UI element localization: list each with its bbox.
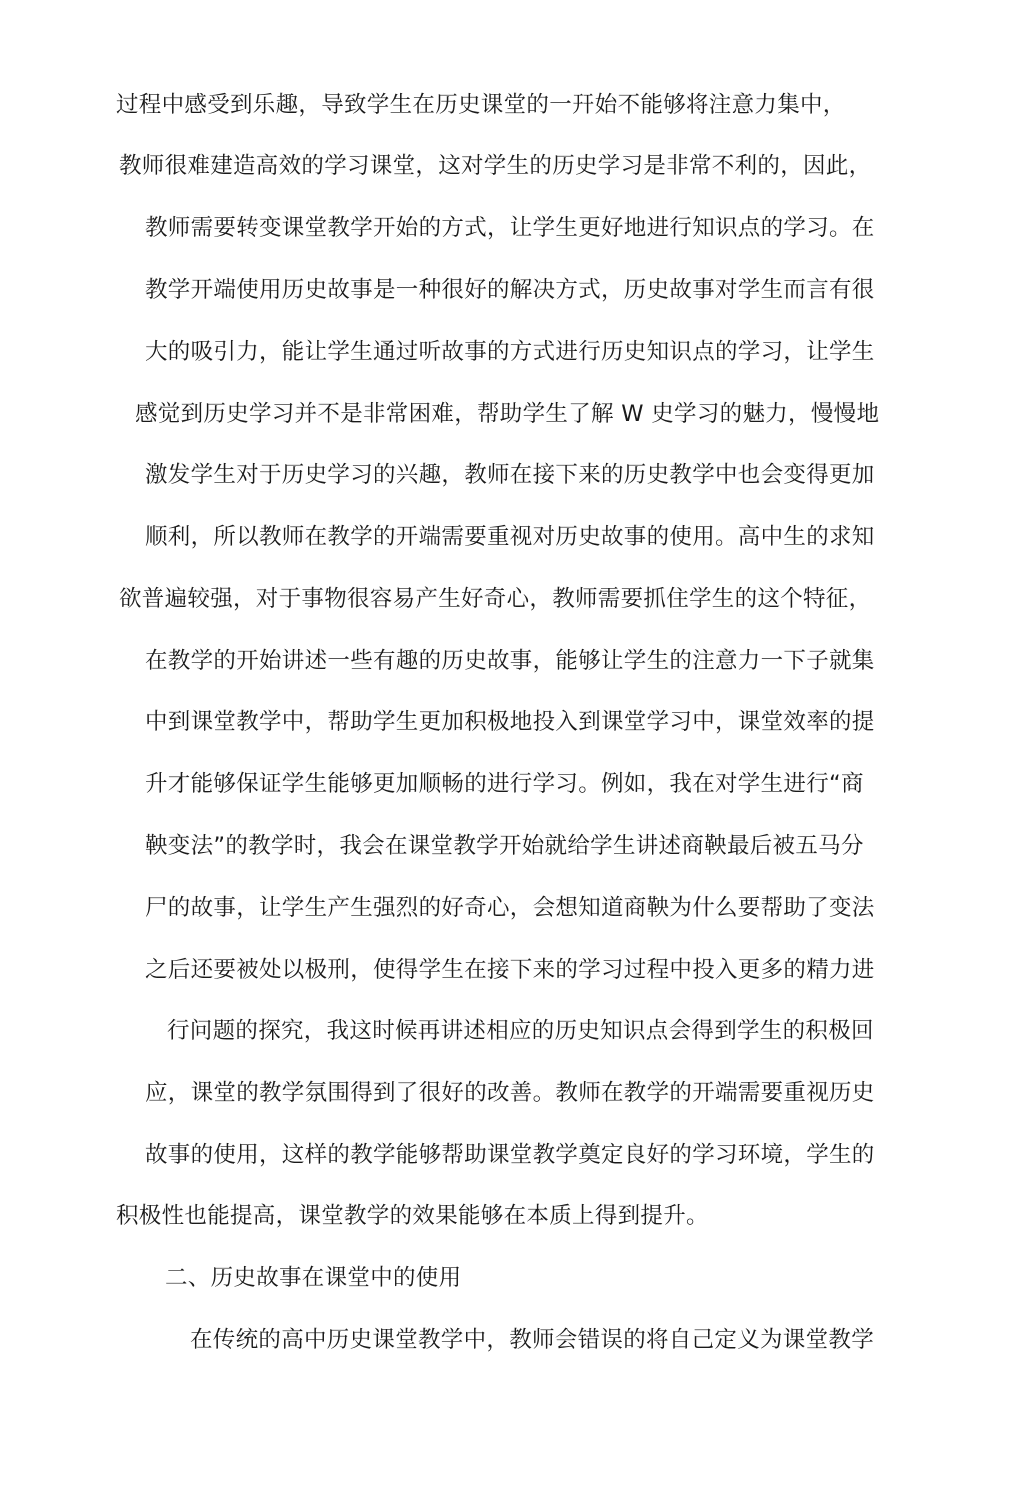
paragraph-line: 中到课堂教学中，帮助学生更加积极地投入到课堂学习中，课堂效率的提: [145, 709, 875, 735]
paragraph-line: 行问题的探究，我这时候再讲述相应的历史知识点会得到学生的积极回: [167, 1018, 874, 1044]
section-heading: 二、历史故事在课堂中的使用: [165, 1265, 462, 1291]
paragraph-line: 之后还要被处以极刑，使得学生在接下来的学习过程中投入更多的精力进: [145, 957, 875, 983]
paragraph-line: 应，课堂的教学氛围得到了很好的改善。教师在教学的开端需要重视历史: [145, 1080, 875, 1106]
paragraph-line: 鞅变法”的教学时，我会在课堂教学开始就给学生讲述商鞅最后被五马分: [145, 833, 864, 859]
paragraph-line: 教师很难建造高效的学习课堂，这对学生的历史学习是非常不利的，因此，: [119, 153, 872, 179]
paragraph-line: 在教学的开始讲述一些有趣的历史故事，能够让学生的注意力一下子就集: [145, 648, 875, 674]
paragraph-line: 欲普遍较强，对于事物很容易产生好奇心，教师需要抓住学生的这个特征，: [119, 586, 872, 612]
paragraph-line: 积极性也能提高，课堂教学的效果能够在本质上得到提升。: [116, 1203, 709, 1229]
paragraph-line: 过程中感受到乐趣，导致学生在历史课堂的一幵始不能够将注意力集中，: [116, 92, 846, 118]
paragraph-line: 大的吸引力，能让学生通过听故事的方式进行历史知识点的学习，让学生: [145, 339, 875, 365]
paragraph-line: 在传统的高中历史课堂教学中，教师会错误的将自己定义为课堂教学: [190, 1327, 875, 1353]
paragraph-line: 教师需要转变课堂教学开始的方式，让学生更好地进行知识点的学习。在: [145, 215, 875, 241]
paragraph-line: 尸的故事，让学生产生强烈的好奇心，会想知道商鞅为什么要帮助了变法: [145, 895, 875, 921]
paragraph-line: 教学开端使用历史故事是一种很好的解决方式，历史故事对学生而言有很: [145, 277, 875, 303]
paragraph-line: 故事的使用，这样的教学能够帮助课堂教学奠定良好的学习环境，学生的: [145, 1142, 875, 1168]
paragraph-line: 升才能够保证学生能够更加顺畅的进行学习。例如，我在对学生进行“商: [145, 771, 864, 797]
paragraph-line: 顺利，所以教师在教学的开端需要重视对历史故事的使用。高中生的求知: [145, 524, 875, 550]
paragraph-line: 感觉到历史学习并不是非常困难，帮助学生了解 W 史学习的魅力，慢慢地: [135, 401, 880, 427]
paragraph-line: 激发学生对于历史学习的兴趣，教师在接下来的历史教学中也会变得更加: [145, 462, 875, 488]
